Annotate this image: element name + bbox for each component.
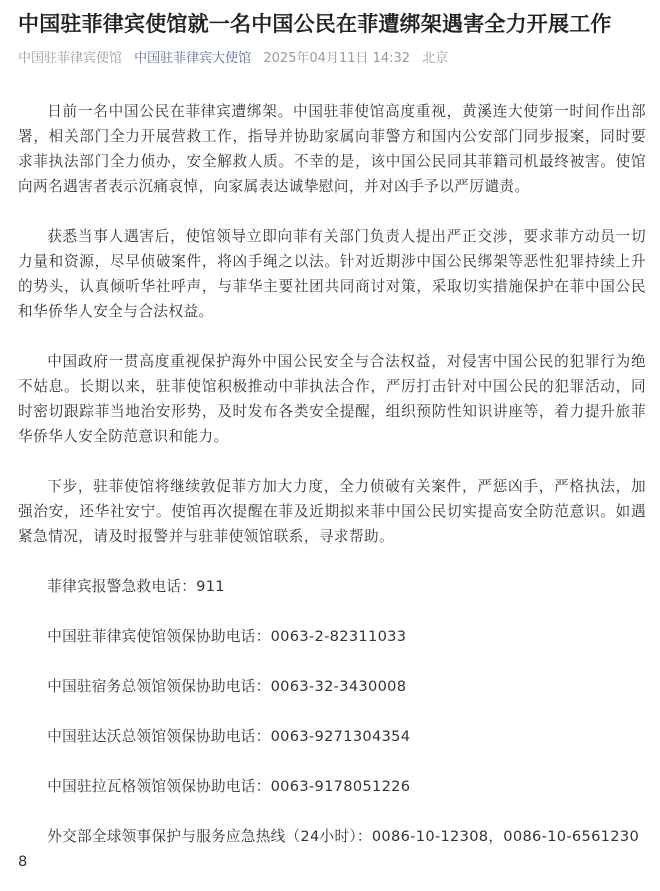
article-title: 中国驻菲律宾使馆就一名中国公民在菲遭绑架遇害全力开展工作 bbox=[18, 12, 612, 36]
contact-embassy-manila: 中国驻菲律宾使馆领保协助电话：0063-2-82311033 bbox=[47, 628, 407, 645]
paragraph-1: 日前一名中国公民在菲律宾遭绑架。中国驻菲使馆高度重视，黄溪连大使第一时间作出部署，相关部门全力开展营救工作，指导并协助家属向菲警方和国内公安部门同步报案，同时要求菲执法部门全力侦办，安全解救人质。不幸的是，该中国公民同其菲籍司机最终被害。使馆向两名遇害者表示沉痛哀悼，向家属表达诚挚慰问，并对凶手予以严厉谴责。 bbox=[18, 103, 646, 195]
article-source: 中国驻菲律宾使馆 bbox=[18, 51, 123, 66]
paragraph-3: 中国政府一贯高度重视保护海外中国公民安全与合法权益，对侵害中国公民的犯罪行为绝不姑息。长期以来，驻菲使馆积极推动中菲执法合作，严厉打击针对中国公民的犯罪活动，同时密切跟踪菲当地治安形势，及时发布各类安全提醒，组织预防性知识讲座等，着力提升旅菲华侨华人安全防范意识和能力。 bbox=[18, 353, 646, 445]
paragraph-4: 下步，驻菲使馆将继续敦促菲方加大力度，全力侦破有关案件，严惩凶手，严格执法，加强治安，还华社安宁。使馆再次提醒在菲及近期拟来菲中国公民切实提高安全防范意识。如遇紧急情况，请及时报警并与驻菲使领馆联系，寻求帮助。 bbox=[18, 478, 646, 545]
article-body bbox=[18, 99, 646, 874]
contact-mfa-hotline: 外交部全球领事保护与服务应急热线（24小时）：0086-10-12308，0086-10-65612308 bbox=[18, 828, 640, 870]
publish-datetime: 2025年04月11日 14:32 bbox=[263, 51, 411, 66]
contact-consulate-laoag: 中国驻拉瓦格领馆领保协助电话：0063-9178051226 bbox=[47, 778, 411, 795]
article-meta bbox=[18, 50, 646, 68]
publish-location: 北京 bbox=[422, 51, 449, 66]
contact-philippines-emergency: 菲律宾报警急救电话：911 bbox=[47, 578, 225, 595]
contact-consulate-davao: 中国驻达沃总领馆领保协助电话：0063-9271304354 bbox=[47, 728, 411, 745]
account-name-link[interactable]: 中国驻菲律宾大使馆 bbox=[134, 51, 252, 66]
paragraph-2: 获悉当事人遇害后，使馆领导立即向菲有关部门负责人提出严正交涉，要求菲方动员一切力量和资源，尽早侦破案件，将凶手绳之以法。针对近期涉中国公民绑架等恶性犯罪持续上升的势头，认真倾听华社呼声，与菲华主要社团共同商讨对策，采取切实措施保护在菲中国公民和华侨华人安全与合法权益。 bbox=[18, 228, 646, 320]
contact-consulate-cebu: 中国驻宿务总领馆领保协助电话：0063-32-3430008 bbox=[47, 678, 407, 695]
